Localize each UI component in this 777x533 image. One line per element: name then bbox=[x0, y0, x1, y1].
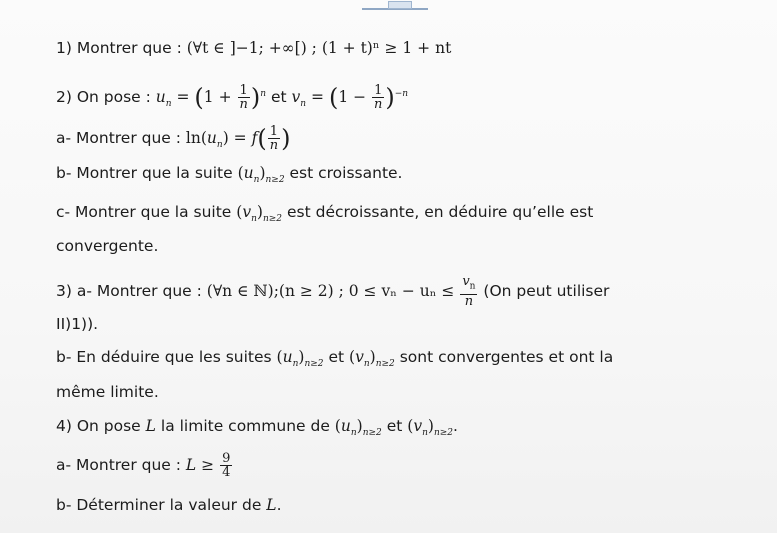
question-3b-text: b- En déduire que les suites bbox=[56, 348, 277, 366]
top-margin-mark bbox=[362, 0, 428, 10]
question-3a-continuation bbox=[56, 314, 98, 334]
question-4a: a- Montrer que : L ≥ $\frac{9}{4}$ bbox=[56, 451, 231, 480]
question-3a-cont-text: II)1)). bbox=[56, 315, 99, 333]
question-3a-hint: (On peut utiliser bbox=[483, 281, 610, 300]
question-1-formula: (∀t ∈ ]−1; +∞[) ; (1 + t)ⁿ ≥ 1 + nt bbox=[186, 39, 452, 57]
margin-stamp bbox=[388, 1, 412, 9]
question-2a: a- Montrer que : $\ln(u_n) = f$( $\frac{1}{n}$ ) bbox=[56, 124, 291, 153]
question-3a-formula: (∀n ∈ ℕ);(n ≥ 2) ; 0 ≤ vₙ − uₙ ≤ bbox=[206, 281, 460, 300]
question-4a-text: a- Montrer que : bbox=[56, 456, 186, 474]
question-3a-text: 3) a- Montrer que : bbox=[56, 281, 207, 300]
question-2b: b- Montrer que la suite $(u_n)_{n\ge 2}$ est croissante. bbox=[56, 164, 403, 186]
question-2-text: 2) On pose : bbox=[56, 88, 156, 107]
question-2c-text: c- Montrer que la suite bbox=[56, 203, 237, 221]
question-1 bbox=[56, 38, 451, 58]
question-2b-text: b- Montrer que la suite bbox=[56, 164, 238, 182]
question-3a: 3) a- Montrer que : (∀n ∈ ℕ);(n ≥ 2) ; 0 ≤ vₙ − uₙ ≤ $\frac{v_n}{n}$ (On peut utiliser bbox=[56, 274, 610, 309]
question-2a-text: a- Montrer que : bbox=[56, 129, 186, 147]
question-3b-et: et bbox=[328, 348, 350, 366]
question-2c: c- Montrer que la suite $(v_n)_{n\ge 2}$ est décroissante, en déduire qu’elle est bbox=[56, 203, 594, 225]
question-4b-text: b- Déterminer la valeur de bbox=[56, 496, 267, 514]
question-2c-suffix: est décroissante, en déduire qu’elle est bbox=[286, 203, 594, 221]
question-2c-cont-text: convergente. bbox=[56, 237, 159, 255]
question-2b-suffix: est croissante. bbox=[289, 164, 403, 182]
question-4-end: . bbox=[453, 417, 458, 435]
question-4-mid: la limite commune de bbox=[160, 417, 335, 435]
u-n-definition: $u_n = (1$ + $\frac{1}{n}$ )$^n$ bbox=[155, 83, 267, 113]
question-1-text: 1) Montrer que : bbox=[56, 39, 187, 57]
question-4b: b- Déterminer la valeur de L. bbox=[56, 496, 282, 514]
question-3b-cont-text: même limite. bbox=[56, 383, 159, 401]
question-2 bbox=[56, 84, 408, 114]
question-4: 4) On pose L la limite commune de $(u_n)_{n\ge 2}$ et $(v_n)_{n\ge 2}$. bbox=[56, 417, 458, 439]
question-3b-continuation bbox=[56, 382, 159, 402]
v-n-definition: $v_n = (1$ − $\frac{1}{n}$ )$^{-n}$ bbox=[291, 83, 409, 113]
question-4b-end: . bbox=[276, 496, 282, 514]
question-2c-continuation bbox=[56, 236, 158, 256]
question-3b: b- En déduire que les suites $(u_n)_{n\ge 2}$ et $(v_n)_{n\ge 2}$ sont convergentes et ont la bbox=[56, 348, 614, 370]
question-2-et: et bbox=[270, 88, 292, 107]
question-3b-suffix: sont convergentes et ont la bbox=[399, 348, 614, 366]
question-4-et: et bbox=[386, 417, 408, 435]
question-4-text: 4) On pose bbox=[56, 417, 146, 435]
